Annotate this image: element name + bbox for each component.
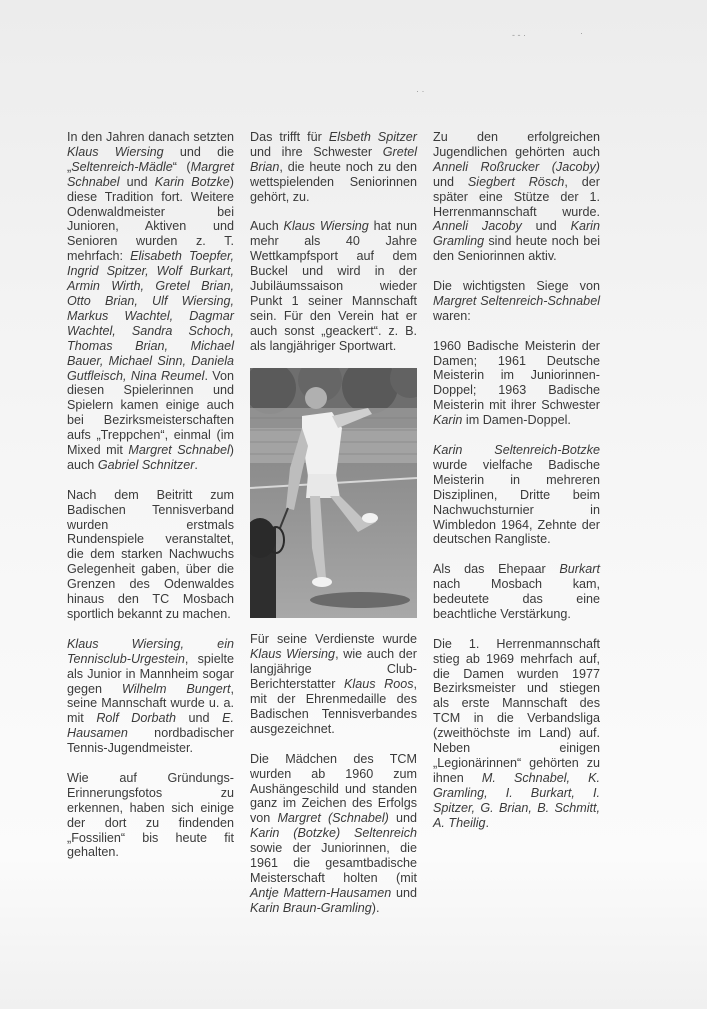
scan-speck: ‐ ‐ · xyxy=(512,30,526,40)
paragraph: Auch Klaus Wiersing hat nun mehr als 40 Jahre Wettkampfsport auf dem Buckel und wird in der Jubiläumssaison wieder Punkt 1 seiner Mannschaft sein. Für den Verein hat er auch sonst „geackert“. z. B. als langjähriger Sportwart. xyxy=(250,219,417,353)
name-emphasis: Margret Schnabel xyxy=(67,159,234,189)
name-emphasis: Karin Braun-Gramling xyxy=(250,900,372,915)
column-3 xyxy=(433,130,600,845)
name-emphasis: Karin xyxy=(433,413,463,428)
name-emphasis: Burkart xyxy=(559,562,600,577)
column-2 xyxy=(250,130,417,931)
name-emphasis: Siegbert Rösch xyxy=(467,174,565,189)
paragraph: Die 1. Herrenmannschaft stieg ab 1969 mehrfach auf, die Damen wurden 1977 Bezirksmeister und stiegen als erste Mannschaft des TCM in die Verbandsliga (zweithöchste im Land) auf. Neben einigen „Legionärinnen“ gehörten zu ihnen M. Schnabel, K. Gramling, I. Burkart, I. Spitzer, G. Brian, B. Schmitt, A. Theilig. xyxy=(433,636,600,830)
name-emphasis: Karin Gramling xyxy=(433,219,600,249)
name-emphasis: Klaus Wiersing, ein Tennisclub-Urgestein xyxy=(67,636,234,666)
paragraph: In den Jahren danach setzten Klaus Wiersing und die „Seltenreich-Mädle“ (Margret Schnabel und Karin Botzke) diese Tradition fort. Weitere Odenwaldmeister bei Junioren, Aktiven und Senioren wurden z. T. mehrfach: Elisabeth Toepfer, Ingrid Spitzer, Wolf Burkart, Armin Wirth, Gretel Brian, Otto Brian, Ulf Wiersing, Markus Wachtel, Dagmar Wachtel, Sandra Schoch, Thomas Brian, Michael Bauer, Michael Sinn, Daniela Gutfleisch, Nina Reumel. Von diesen Spielerinnen und Spielern kamen einige auch bei Bezirksmeisterschaften aufs „Treppchen“, einmal (im Mixed mit Margret Schnabel) auch Gabriel Schnitzer. xyxy=(67,130,235,472)
name-emphasis: Karin Seltenreich-Botzke xyxy=(433,442,600,457)
column-1 xyxy=(67,130,234,875)
name-emphasis: Klaus Roos xyxy=(344,677,414,692)
paragraph: Für seine Verdienste wurde Klaus Wiersing, wie auch der langjährige Club-Berichterstatter Klaus Roos, mit der Ehrenmedaille des Badischen Tennisverbandes ausgezeichnet. xyxy=(250,632,418,736)
name-emphasis: Gabriel Schnitzer xyxy=(97,457,195,472)
name-emphasis: E. Hausamen xyxy=(67,711,234,741)
tennis-player-photo xyxy=(250,368,417,618)
paragraph: Wie auf Gründungs-Erinnerungsfotos zu erkennen, haben sich einige der dort zu findenden „Fossilien“ bis heute fit gehalten. xyxy=(67,770,234,860)
paragraph: Nach dem Beitritt zum Badischen Tennisverband wurden erstmals Rundenspiele veranstaltet, die dem starken Nachwuchs Gelegenheit gaben, über die Grenzen des Odenwaldes hinaus den TC Mosbach sportlich bekannt zu machen. xyxy=(67,487,234,621)
name-emphasis: Margret (Schnabel) xyxy=(277,811,389,826)
name-emphasis: Rolf Dorbath xyxy=(96,711,177,726)
paragraph: Karin Seltenreich-Botzke wurde vielfache Badische Meisterin in mehreren Disziplinen, Dritte beim Nachwuchsturnier in Wimbledon 1964, Zehnte der deutschen Rangliste. xyxy=(433,442,600,547)
scan-speck: · · xyxy=(416,86,425,96)
name-emphasis: Seltenreich-Mädle xyxy=(71,159,173,174)
name-emphasis: M. Schnabel, K. Gramling, I. Burkart, I. Spitzer, G. Brian, B. Schmitt, A. Theilig xyxy=(433,770,600,830)
name-emphasis: Anneli Roßrucker (Jacoby) xyxy=(433,159,600,174)
scan-speck: · xyxy=(580,28,583,38)
name-emphasis: Anneli Jacoby xyxy=(433,219,522,234)
name-emphasis: Elsbeth Spitzer xyxy=(328,130,417,144)
paragraph: Das trifft für Elsbeth Spitzer und ihre Schwester Gretel Brian, die heute noch zu den wettspielenden Seniorinnen gehört, zu. xyxy=(250,130,417,204)
name-emphasis: Elisabeth Toepfer, Ingrid Spitzer, Wolf Burkart, Armin Wirth, Gretel Brian, Otto Brian, Ulf Wiersing, Markus Wachtel, Dagmar Wachtel, Sandra Schoch, Thomas Brian, Michael Bauer, Michael Sinn, Daniela Gutfleisch, Nina Reumel xyxy=(67,249,235,383)
name-emphasis: Klaus Wiersing xyxy=(250,647,336,662)
paragraph: 1960 Badische Meisterin der Damen; 1961 Deutsche Meisterin im Juniorinnen-Doppel; 1963 Badische Meisterin mit ihrer Schwester Karin im Damen-Doppel. xyxy=(433,338,600,428)
name-emphasis: Wilhelm Bungert xyxy=(121,681,231,696)
name-emphasis: Margret Seltenreich-Schnabel xyxy=(433,293,600,308)
paragraph: Als das Ehepaar Burkart nach Mosbach kam, bedeutete das eine beachtliche Verstärkung. xyxy=(433,562,600,621)
paragraph: Klaus Wiersing, ein Tennisclub-Urgestein, spielte als Junior in Mannheim sogar gegen Wilhelm Bungert, seine Mannschaft wurde u. a. mit Rolf Dorbath und E. Hausamen nordbadischer Tennis-Jugendmeister. xyxy=(67,636,234,756)
name-emphasis: Klaus Wiersing xyxy=(67,144,164,159)
name-emphasis: Klaus Wiersing xyxy=(283,219,369,234)
name-emphasis: Karin (Botzke) Seltenreich xyxy=(250,826,417,841)
name-emphasis: Margret Schnabel xyxy=(128,443,230,458)
paragraph: Die Mädchen des TCM wurden ab 1960 zum Aushängeschild und standen ganz im Zeichen des Erfolgs von Margret (Schnabel) und Karin (Botzke) Seltenreich sowie der Juniorinnen, die 1961 die gesamtbadische Meisterschaft holten (mit Antje Mattern-Hausamen und Karin Braun-Gramling). xyxy=(250,751,418,915)
name-emphasis: Karin Botzke xyxy=(154,174,230,189)
name-emphasis: Antje Mattern-Hausamen xyxy=(250,885,392,900)
paragraph: Zu den erfolgreichen Jugendlichen gehörten auch Anneli Roßrucker (Jacoby) und Siegbert Rösch, der später eine Stütze der 1. Herrenmannschaft wurde. Anneli Jacoby und Karin Gramling sind heute noch bei den Seniorinnen aktiv. xyxy=(433,130,600,264)
name-emphasis: Gretel Brian xyxy=(250,144,417,174)
paragraph: Die wichtigsten Siege von Margret Seltenreich-Schnabel waren: xyxy=(433,279,600,323)
